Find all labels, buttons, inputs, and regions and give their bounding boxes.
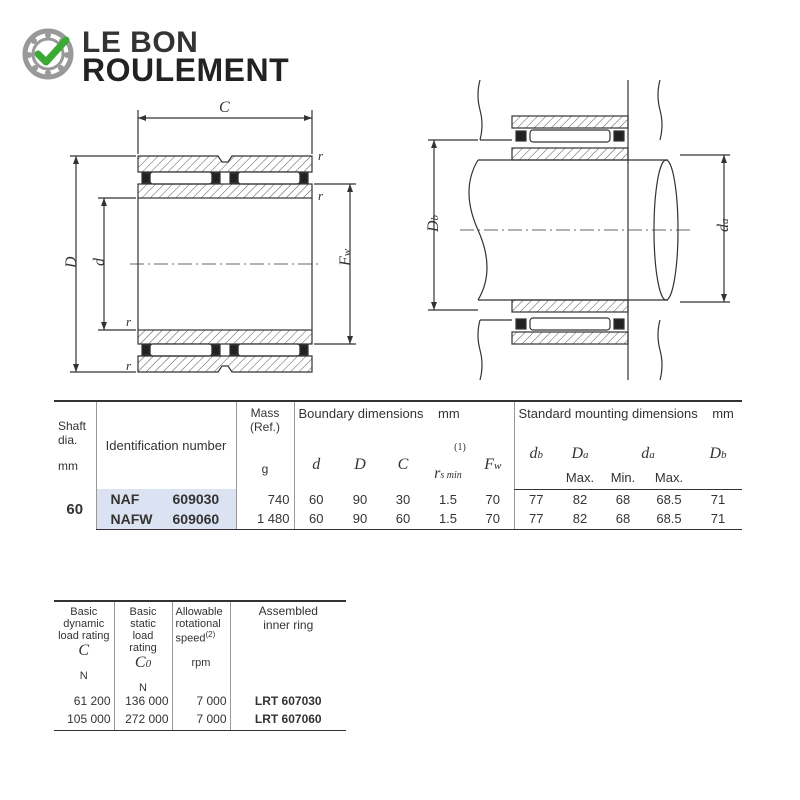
dim-label-Fw: Fw <box>337 248 354 266</box>
col-Fw: Fw <box>484 456 502 473</box>
logo-line-1: LE BON <box>82 26 199 59</box>
dim-label-d: d <box>91 258 108 266</box>
col-Da: Da <box>571 445 589 462</box>
bearing-section-view <box>70 110 356 372</box>
dim-label-Db: Db <box>425 214 442 232</box>
ident-cell: NAFW 609060 <box>96 509 236 529</box>
radius-label-2: r <box>318 188 324 203</box>
speed-header: Allowable rotational speed$^{(2)}$ rpm <box>172 601 230 694</box>
col-D: D <box>354 456 366 473</box>
dyn-header: Basic dynamic load rating C N <box>54 601 114 694</box>
brand-logo <box>22 24 302 88</box>
col-C: C <box>397 456 409 473</box>
dim-label-D: D <box>63 256 80 268</box>
table-row: 105 000 272 000 7 000 LRT 607060 <box>54 712 346 730</box>
dim-label-da: da <box>715 218 732 232</box>
shaft-value: 60 <box>66 500 84 518</box>
shaft-header: Shaft dia. mm <box>54 401 96 489</box>
col-Db: Db <box>709 445 727 462</box>
ring-header: Assembled inner ring <box>230 601 346 694</box>
col-da-min: Min. <box>602 467 644 489</box>
table-row: 61 200 136 000 7 000 LRT 607030 <box>54 694 346 712</box>
mounting-header: Standard mounting dimensions mm <box>514 401 742 441</box>
load-rating-table <box>54 600 346 731</box>
col-da-max: Max. <box>644 467 694 489</box>
boundary-header: Boundary dimensions mm <box>294 401 514 441</box>
table-row: NAFW 609060 1 480 60 90 60 1.5 70 77 82 68 68.5 71 <box>54 509 742 529</box>
col-db: db <box>514 441 558 467</box>
stat-header: Basic static load rating C0 N <box>114 601 172 694</box>
radius-label-4: r <box>126 358 132 373</box>
ident-header: Identification number <box>96 401 236 489</box>
dim-label-C: C <box>219 99 230 116</box>
dimensions-table <box>54 400 742 530</box>
col-Da-max: Max. <box>558 467 602 489</box>
radius-label-3: r <box>126 314 132 329</box>
mounting-view <box>428 80 730 380</box>
ident-cell: NAF 609030 <box>96 489 236 509</box>
col-rs: $^{(1)}$ rs min <box>434 442 466 482</box>
bearing-check-icon <box>22 26 78 82</box>
col-da: da <box>641 445 655 462</box>
mass-header: Mass (Ref.) g <box>236 401 294 489</box>
bearing-drawing <box>0 80 800 400</box>
table-row: 60 NAF 609030 740 60 90 30 1.5 70 77 82 68 68.5 71 <box>54 489 742 509</box>
radius-label-1: r <box>318 148 324 163</box>
col-d: d <box>294 441 338 489</box>
logo-line-2: ROULEMENT <box>82 52 290 88</box>
